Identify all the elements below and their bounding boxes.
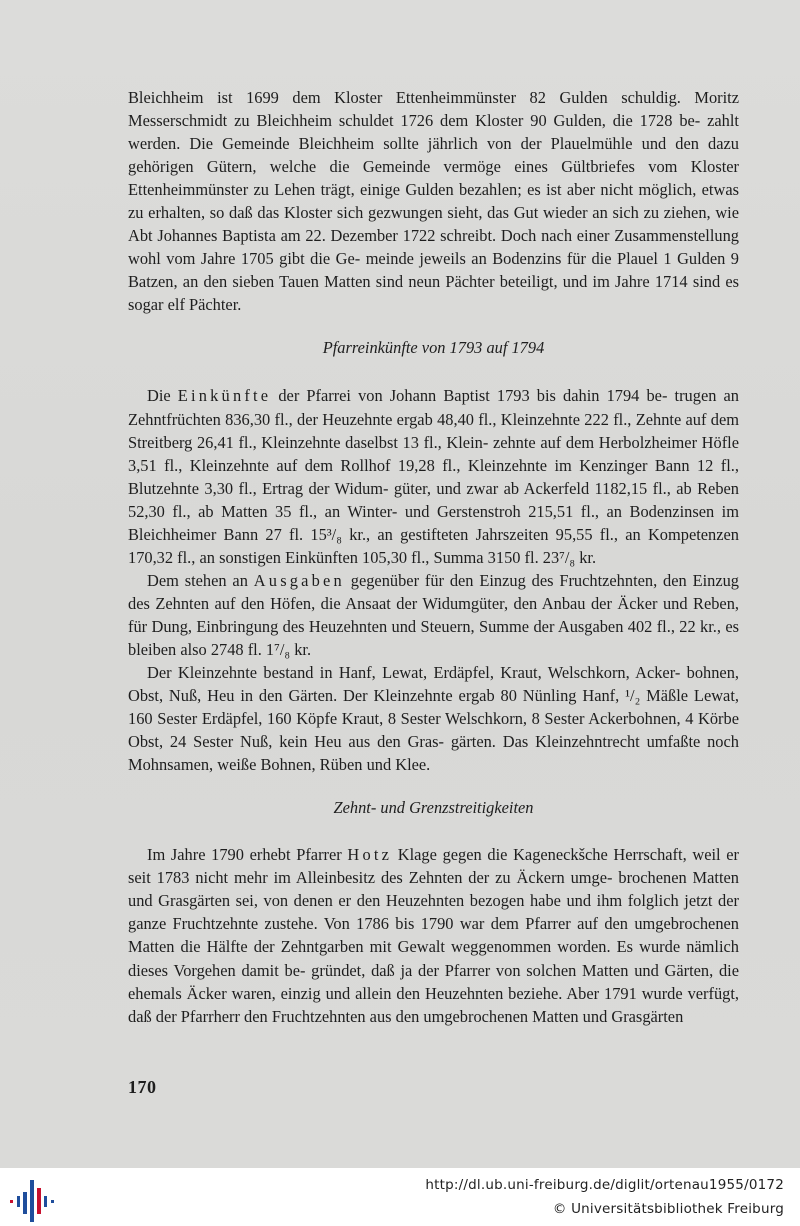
section-heading-pfarreinkuenfte: Pfarreinkünfte von 1793 auf 1794 bbox=[322, 338, 545, 358]
page-body bbox=[128, 86, 739, 1028]
paragraph-hotz-klage: Im Jahre 1790 erhebt Pfarrer Hotz Klage gegen die Kageneckšche Herrschaft, weil er seit 1783 nicht mehr im Alleinbesitz des Zehnten der zu Äckern umge- brochenen Matten und Grasgärten sei, von denen er den Heuzehnten bezogen habe und ihm folglich jetzt der ganze Fruchtzehnte zustehe. Von 1786 bis 1790 war dem Pfarrer auf den umgebrochenen Matten die Hälfte der Zehntgarben mit Gewalt weggenommen worden. Es wurde nämlich dieses Vorgehen damit be- gründet, daß ja der Pfarrer von solchen Matten und Gärten, die ehemals Äcker waren, einzig und allein den Heuzehnten beziehe. Aber 1791 wurde verfügt, daß der Pfarrherr den Fruchtzehnten aus den umgebrochenen Matten und Grasgärten bbox=[128, 845, 739, 1026]
paragraph-bleichheim: Bleichheim ist 1699 dem Kloster Ettenheimmünster 82 Gulden schuldig. Moritz Messerschmidt zu Bleichheim schuldet 1726 dem Kloster 90 Gulden, die 1728 be- zahlt werden. Die Gemeinde Bleichheim sollte jährlich von der Plauelmühle und den dazu gehörigen Gütern, welche die Gemeinde vermöge eines Gültbriefes vom Kloster Ettenheimmünster zu Lehen trägt, einige Gulden bezahlen; es ist aber nicht möglich, etwas zu erhalten, so daß das Kloster sich gezwungen sieht, das Gut wieder an sich zu ziehen, wie Abt Johannes Baptista am 22. Dezember 1722 schreibt. Doch nach einer Zusammenstellung wohl vom Jahre 1705 gibt die Ge- meinde jeweils an Bodenzins für die Plauel 1 Gulden 9 Batzen, an den sieben Tauen Matten sind neun Pächter beteiligt, und im Jahre 1714 sind es sogar elf Pächter. bbox=[128, 88, 740, 315]
footer-url-link[interactable]: http://dl.ub.uni-freiburg.de/diglit/ortenau1955/0172 bbox=[425, 1177, 784, 1193]
paragraph-einkuenfte: Die Einkünfte der Pfarrei von Johann Baptist 1793 bis dahin 1794 be- trugen an Zehntfrüchten 836,30 fl., der Heuzehnte ergab 48,40 fl., Kleinzehnte 222 fl., Zehnte auf dem Streitberg 26,41 fl., Kleinzehnte daselbst 13 fl., Klein- zehnte auf dem Herbolzheimer Höfle 3,51 fl., Kleinzehnte auf dem Rollhof 19,28 fl., Kleinzehnte im Kenzinger Bann 12 fl., Blutzehnte 3,30 fl., Ertrag der Widum- güter, und zwar ab Ackerfeld 1182,15 fl., ab Reben 52,30 fl., ab Matten 35 fl., an Winter- und Gerstenstroh 215,51 fl., an Bodenzinsen im Bleichheimer Bann 27 fl. 15³/₈ kr., an gestifteten Jahrszeiten 95,55 fl., an Kompetenzen 170,32 fl., an sonstigen Einkünften 105,30 fl., Summa 3150 fl. 23⁷/₈ kr. bbox=[128, 386, 740, 567]
footer-copyright: © Universitätsbibliothek Freiburg bbox=[552, 1201, 784, 1217]
section-heading-zehnt: Zehnt- und Grenzstreitigkeiten bbox=[333, 798, 534, 818]
university-library-logo-icon bbox=[8, 1178, 56, 1222]
paragraph-ausgaben: Dem stehen an Ausgaben gegenüber für den Einzug des Fruchtzehnten, den Einzug des Zehnten auf den Höfen, die Ansaat der Widumgüter, den Anbau der Äcker und Reben, für Dung, Einbringung des Heuzehnten und Steuern, Summe der Ausgaben 402 fl., 22 kr., es bleiben also 2748 fl. 1⁷/₈ kr. bbox=[128, 570, 740, 659]
paragraph-kleinzehnte: Der Kleinzehnte bestand in Hanf, Lewat, Erdäpfel, Kraut, Welschkorn, Acker- bohnen, Obst, Nuß, Heu in den Gärten. Der Kleinzehnte ergab 80 Nünling Hanf, ¹/₂ Mäßle Lewat, 160 Sester Erdäpfel, 160 Köpfe Kraut, 8 Sester Welschkorn, 8 Sester Ackerbohnen, 4 Körbe Obst, 24 Sester Nuß, kein Heu aus den Gras- gärten. Das Kleinzehntrecht umfaßte noch Mohnsamen, weiße Bohnen, Rüben und Klee. bbox=[128, 663, 739, 775]
page-number: 170 bbox=[128, 1077, 157, 1097]
footer-bar bbox=[0, 1168, 800, 1226]
